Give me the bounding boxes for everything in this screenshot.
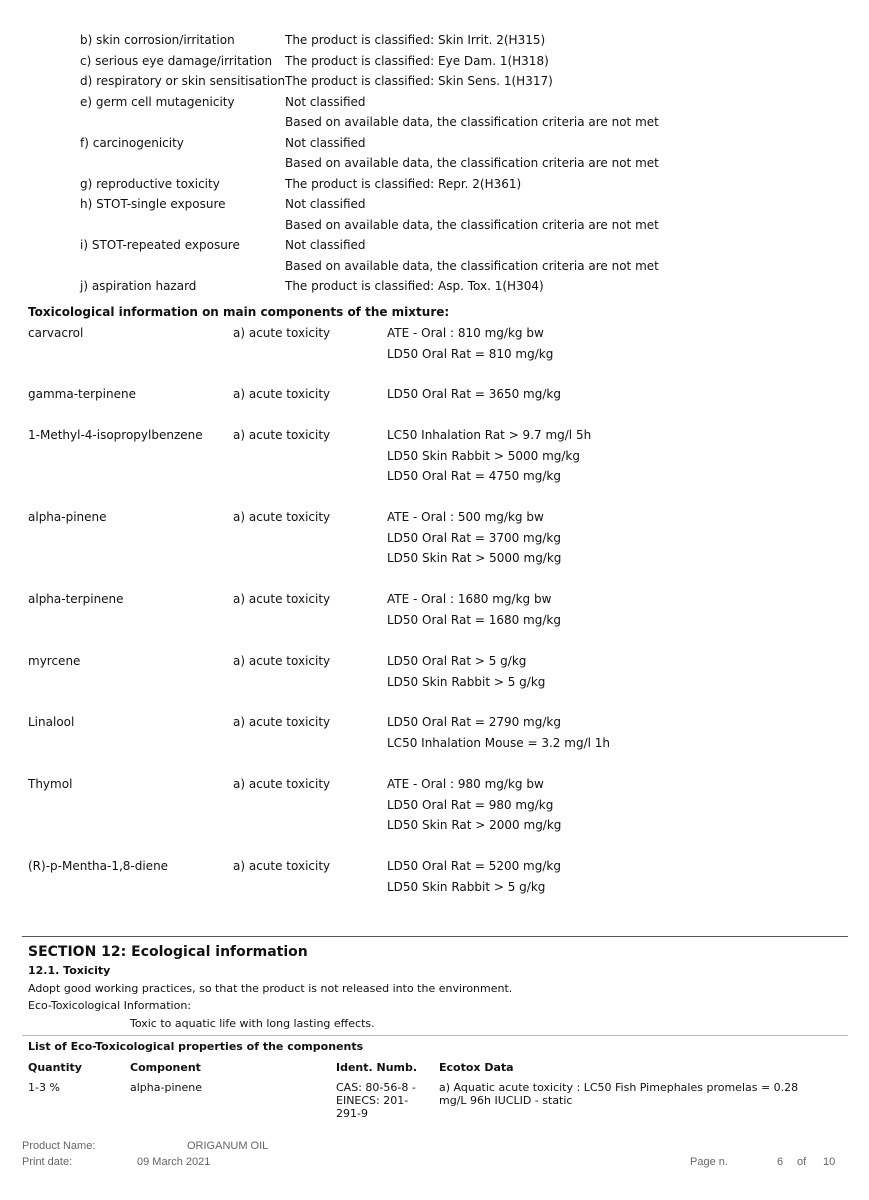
footer-product-name: ORIGANUM OIL <box>187 1140 269 1152</box>
hazard-value: Based on available data, the classification criteria are not met <box>285 217 659 232</box>
toxicity-value: LD50 Oral Rat > 5 g/kg <box>387 654 527 668</box>
row-ident-line: CAS: 80-56-8 - <box>336 1081 416 1094</box>
component-name: myrcene <box>28 654 81 668</box>
hazard-value: Based on available data, the classification criteria are not met <box>285 258 659 273</box>
component-name: (R)-p-Mentha-1,8-diene <box>28 859 169 873</box>
hazard-label: d) respiratory or skin sensitisation <box>80 74 286 88</box>
hazard-label: b) skin corrosion/irritation <box>80 33 235 47</box>
toxicity-value: LD50 Oral Rat = 980 mg/kg <box>387 797 554 812</box>
toxicity-type: a) acute toxicity <box>233 715 331 729</box>
toxicity-value: ATE - Oral : 500 mg/kg bw <box>387 510 544 524</box>
toxicity-type: a) acute toxicity <box>233 592 331 606</box>
footer-product-label: Product Name: <box>22 1140 96 1152</box>
hazard-value: Not classified <box>285 135 366 150</box>
toxicity-value: LD50 Oral Rat = 5200 mg/kg <box>387 859 561 873</box>
hazard-value: The product is classified: Eye Dam. 1(H318) <box>285 53 549 68</box>
hazard-label: j) aspiration hazard <box>80 279 197 293</box>
component-name: Linalool <box>28 715 75 729</box>
footer-page-number: 6 <box>777 1156 784 1168</box>
footer-date-label: Print date: <box>22 1156 73 1168</box>
toxicity-value: LD50 Skin Rabbit > 5 g/kg <box>387 674 546 689</box>
hazard-label: g) reproductive toxicity <box>80 176 220 191</box>
section12-title: SECTION 12: Ecological information <box>28 944 308 960</box>
component-name: alpha-pinene <box>28 510 107 524</box>
col-header-quantity: Quantity <box>28 1061 82 1074</box>
section12-subtitle: 12.1. Toxicity <box>28 964 111 977</box>
toxicity-value: LD50 Skin Rat > 2000 mg/kg <box>387 818 562 832</box>
eco-info-text: Toxic to aquatic life with long lasting effects. <box>130 1017 375 1030</box>
toxicity-value: LD50 Skin Rat > 5000 mg/kg <box>387 551 562 565</box>
hazard-value: Not classified <box>285 238 366 252</box>
row-ident-line: 291-9 <box>336 1107 368 1120</box>
footer-page-total: 10 <box>823 1156 836 1168</box>
toxicity-type: a) acute toxicity <box>233 654 331 668</box>
toxicity-value: LC50 Inhalation Rat > 9.7 mg/l 5h <box>387 428 592 442</box>
component-name: carvacrol <box>28 326 84 340</box>
footer-print-date: 09 March 2021 <box>137 1156 211 1168</box>
hazard-label: h) STOT-single exposure <box>80 197 226 211</box>
footer-page-of: of <box>797 1156 807 1168</box>
toxicity-type: a) acute toxicity <box>233 326 331 340</box>
toxicity-value: LD50 Oral Rat = 3650 mg/kg <box>387 387 561 401</box>
col-header-ident: Ident. Numb. <box>336 1061 418 1074</box>
practice-text: Adopt good working practices, so that the product is not released into the environment. <box>28 982 513 995</box>
hazard-value: The product is classified: Skin Sens. 1(H317) <box>285 74 553 88</box>
row-ident <box>336 1081 416 1120</box>
hazard-label: e) germ cell mutagenicity <box>80 94 235 109</box>
hazard-value: Based on available data, the classification criteria are not met <box>285 156 659 170</box>
hazard-value: The product is classified: Asp. Tox. 1(H304) <box>285 279 544 293</box>
toxicity-type: a) acute toxicity <box>233 387 331 401</box>
hazard-value: The product is classified: Skin Irrit. 2(H315) <box>285 33 546 47</box>
toxicity-value: ATE - Oral : 810 mg/kg bw <box>387 326 544 340</box>
component-name: gamma-terpinene <box>28 387 136 401</box>
row-component: alpha-pinene <box>130 1081 202 1094</box>
row-ident-line: EINECS: 201- <box>336 1094 409 1107</box>
toxicity-value: LD50 Oral Rat = 1680 mg/kg <box>387 612 561 627</box>
toxicity-value: LD50 Skin Rabbit > 5000 mg/kg <box>387 448 580 463</box>
toxicity-value: LD50 Oral Rat = 3700 mg/kg <box>387 530 561 545</box>
toxicity-value: LD50 Oral Rat = 4750 mg/kg <box>387 469 561 483</box>
toxicity-type: a) acute toxicity <box>233 777 331 791</box>
toxicity-value: ATE - Oral : 980 mg/kg bw <box>387 777 544 791</box>
col-header-component: Component <box>130 1061 201 1074</box>
hazard-label: f) carcinogenicity <box>80 135 184 150</box>
hazard-value: Based on available data, the classification criteria are not met <box>285 115 659 129</box>
toxicity-value: LC50 Inhalation Mouse = 3.2 mg/l 1h <box>387 735 610 750</box>
row-ecotox-line: mg/L 96h IUCLID - static <box>439 1094 573 1107</box>
toxicity-type: a) acute toxicity <box>233 428 331 442</box>
hazard-value: The product is classified: Repr. 2(H361) <box>285 176 522 191</box>
col-header-ecotox: Ecotox Data <box>439 1061 514 1074</box>
toxicity-type: a) acute toxicity <box>233 510 331 524</box>
toxicity-value: LD50 Oral Rat = 810 mg/kg <box>387 346 554 361</box>
eco-info-label: Eco-Toxicological Information: <box>28 999 192 1012</box>
footer-page-label: Page n. <box>690 1156 728 1168</box>
eco-list-heading: List of Eco-Toxicological properties of the components <box>28 1040 364 1053</box>
tox-heading: Toxicological information on main components of the mixture: <box>28 305 450 319</box>
hazard-value: Not classified <box>285 197 366 211</box>
toxicity-value: LD50 Skin Rabbit > 5 g/kg <box>387 879 546 894</box>
row-ecotox <box>439 1081 798 1107</box>
toxicity-value: ATE - Oral : 1680 mg/kg bw <box>387 592 552 606</box>
list-divider <box>22 1035 848 1036</box>
component-name: Thymol <box>28 777 73 791</box>
row-ecotox-line: a) Aquatic acute toxicity : LC50 Fish Pimephales promelas = 0.28 <box>439 1081 799 1094</box>
component-name: alpha-terpinene <box>28 592 124 606</box>
hazard-label: c) serious eye damage/irritation <box>80 53 273 68</box>
section-divider <box>22 936 848 937</box>
hazard-value: Not classified <box>285 94 366 109</box>
component-name: 1-Methyl-4-isopropylbenzene <box>28 428 203 442</box>
hazard-label: i) STOT-repeated exposure <box>80 238 240 252</box>
row-quantity: 1-3 % <box>28 1081 60 1094</box>
toxicity-value: LD50 Oral Rat = 2790 mg/kg <box>387 715 561 729</box>
toxicity-type: a) acute toxicity <box>233 859 331 873</box>
